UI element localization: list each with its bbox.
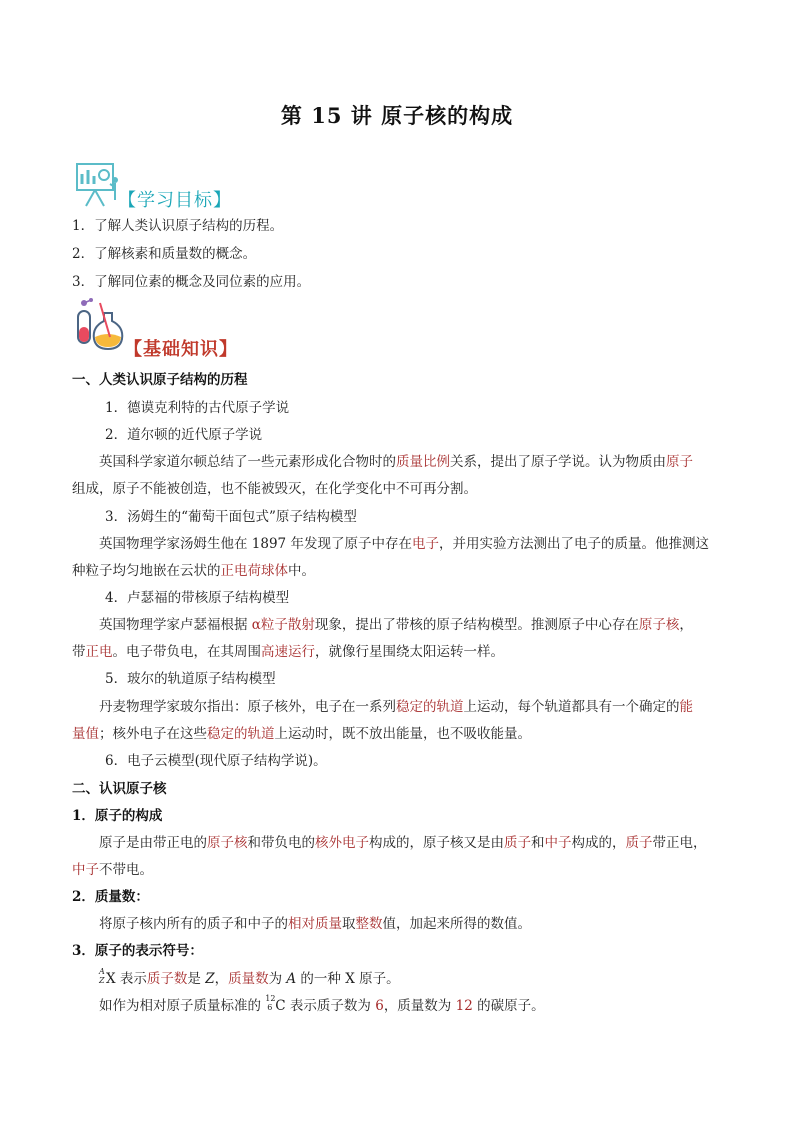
goal-item-1: 1．了解人类认识原子结构的历程。 — [72, 218, 284, 234]
structure-para-line2: 中子不带电。 — [72, 862, 153, 878]
chemistry-flask-icon — [74, 297, 126, 351]
part1-h3: 3．汤姆生的“葡萄干面包式”原子结构模型 — [105, 509, 357, 525]
term-energy-start: 能 — [679, 699, 693, 715]
rutherford-para-line1: 英国物理学家卢瑟福根据 α粒子散射现象，提出了带核的原子结构模型。推测原子中心存在原子核， — [99, 617, 693, 633]
term-stable-orbit: 稳定的轨道 — [396, 699, 464, 715]
part2-title: 二、认识原子核 — [72, 781, 167, 797]
dalton-para-line1: 英国科学家道尔顿总结了一些元素形成化合物时的质量比例关系，提出了原子学说。认为物质由原子 — [99, 454, 693, 470]
goal-item-2: 2．了解核素和质量数的概念。 — [72, 246, 257, 262]
page-title: 第 15 讲 原子核的构成 — [280, 103, 514, 128]
goal-item-3: 3．了解同位素的概念及同位素的应用。 — [72, 274, 311, 290]
carbon-notation: 12 6 — [265, 994, 276, 1012]
term-positive: 正电 — [85, 644, 113, 660]
dalton-para-line2: 组成，原子不能被创造，也不能被毁灭，在化学变化中不可再分割。 — [72, 481, 477, 497]
symbol-para-line2: 如作为相对原子质量标准的 12 6 C 表示质子数为 6，质量数为 12 的碳原子。 — [99, 994, 545, 1014]
term-stable-orbit-2: 稳定的轨道 — [207, 726, 275, 742]
part2-s2: 2．质量数： — [72, 889, 149, 905]
bohr-para-line2: 量值；核外电子在这些稳定的轨道上运动时，既不放出能量，也不吸收能量。 — [72, 726, 531, 742]
bohr-para-line1: 丹麦物理学家玻尔指出：原子核外，电子在一系列稳定的轨道上运动，每个轨道都具有一个确定的能 — [99, 699, 693, 715]
part1-h2: 2．道尔顿的近代原子学说 — [105, 427, 263, 443]
term-high-speed: 高速运行 — [261, 644, 315, 660]
term-nucleus: 原子核 — [638, 617, 680, 633]
basics-heading: 【基础知识】 — [124, 339, 238, 360]
presentation-board-icon — [74, 160, 124, 208]
symbol-para-line1: A Z X 表示质子数是 Z，质量数为 A 的一种 X 原子。 — [99, 967, 400, 987]
term-energy-end: 量值 — [72, 726, 99, 742]
part1-h4: 4．卢瑟福的带核原子结构模型 — [105, 590, 290, 606]
term-alpha-scattering: α粒子散射 — [251, 617, 315, 633]
part1-h1: 1．德谟克利特的古代原子学说 — [105, 400, 290, 416]
mass-number-para: 将原子核内所有的质子和中子的相对质量取整数值，加起来所得的数值。 — [99, 916, 531, 932]
term-mass-ratio: 质量比例 — [396, 454, 450, 470]
structure-para-line1: 原子是由带正电的原子核和带负电的核外电子构成的，原子核又是由质子和中子构成的，质子带正电， — [99, 835, 707, 851]
part1-title: 一、人类认识原子结构的历程 — [72, 372, 248, 388]
rutherford-para-line2: 带正电。电子带负电，在其周围高速运行，就像行星围绕太阳运转一样。 — [72, 644, 504, 660]
term-electron: 电子 — [411, 536, 439, 552]
part1-h5: 5．玻尔的轨道原子结构模型 — [105, 671, 276, 687]
term-positive-sphere: 正电荷球体 — [220, 563, 288, 579]
thomson-para-line2: 种粒子均匀地嵌在云状的正电荷球体中。 — [72, 563, 315, 579]
part2-s1: 1．原子的构成 — [72, 808, 163, 824]
term-atom: 原子 — [666, 454, 693, 470]
part1-h6: 6．电子云模型(现代原子结构学说)。 — [105, 753, 327, 769]
thomson-para-line1: 英国物理学家汤姆生他在 1897 年发现了原子中存在电子，并用实验方法测出了电子的质量。他推测这 — [99, 536, 709, 552]
part2-s3: 3．原子的表示符号： — [72, 943, 203, 959]
goals-heading: 【学习目标】 — [118, 190, 232, 211]
nuclide-notation: A Z — [99, 967, 105, 985]
